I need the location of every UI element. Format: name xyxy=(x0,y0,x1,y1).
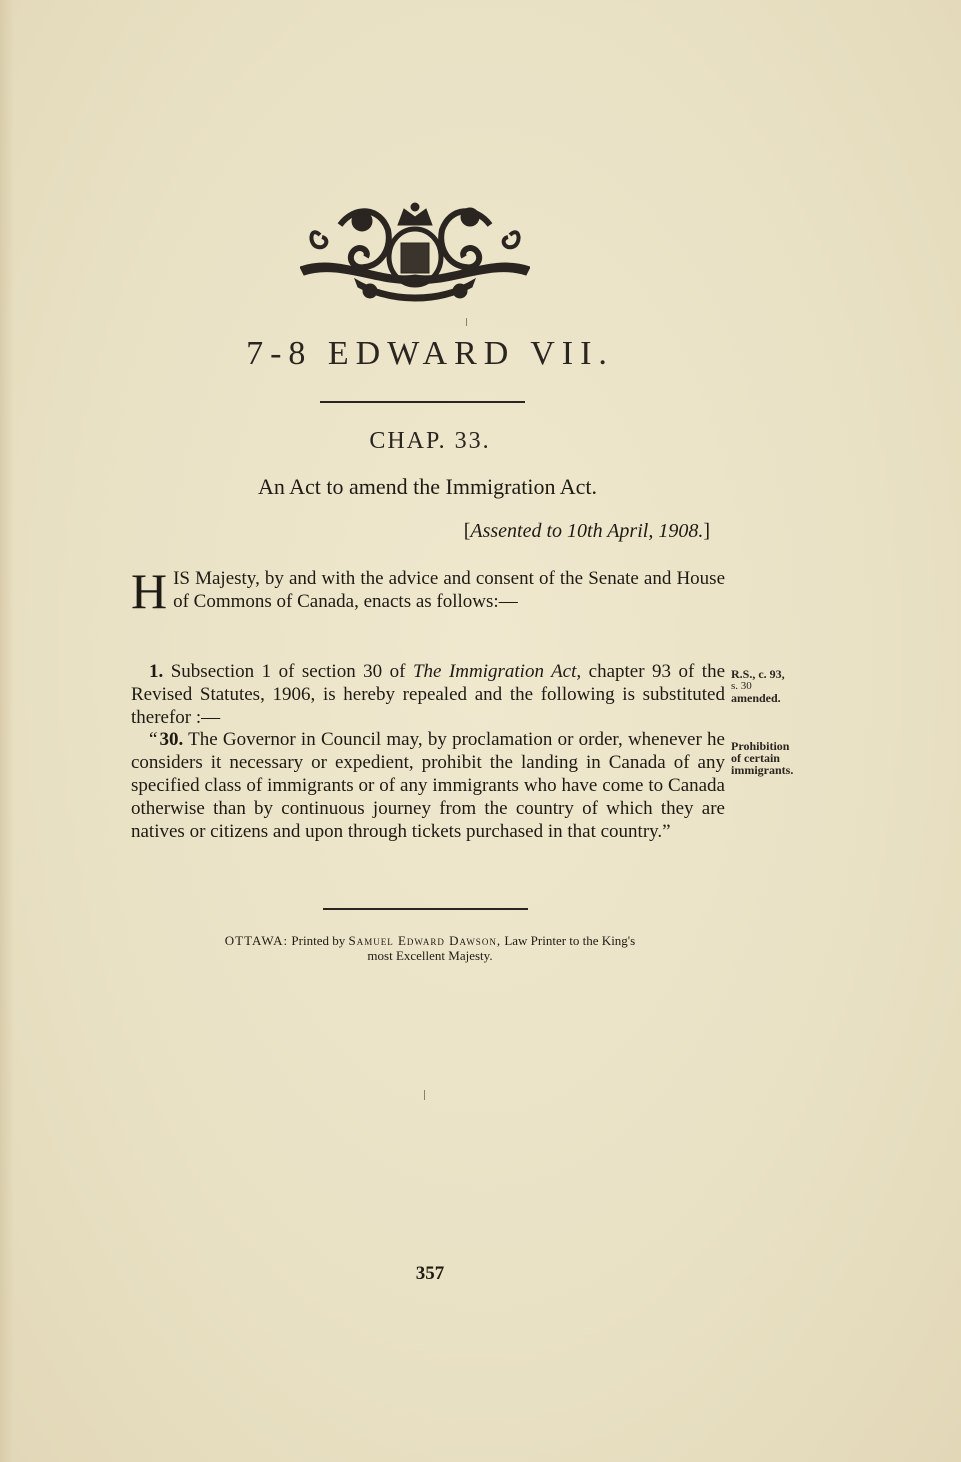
regnal-year-heading: 7-8 EDWARD VII. xyxy=(246,335,614,372)
printer-imprint xyxy=(130,933,730,963)
section-1-text-b: chapter 93 of the Revised Statutes, 1906, is hereby repealed and the following is substituted therefor :— xyxy=(131,661,726,728)
section-1-text-a: Subsection 1 of section 30 of xyxy=(170,661,406,682)
assent-open-bracket: [ xyxy=(463,520,471,542)
imprint-printer-name: Samuel Edward Dawson, xyxy=(348,933,502,948)
section-30-number: 30. xyxy=(159,729,184,750)
act-title: An Act to amend the Immigration Act. xyxy=(257,474,598,499)
margin-note-1-line-1: R.S., c. 93, xyxy=(731,667,785,681)
margin-note-1-line-3: amended. xyxy=(731,691,781,705)
imprint-title-1: Law Printer to the King's xyxy=(504,933,636,948)
imprint-title-2: most Excellent Majesty. xyxy=(367,948,493,963)
section-1 xyxy=(131,660,725,729)
margin-note-1-line-2: s. 30 xyxy=(731,680,752,692)
page-edge-shadow xyxy=(0,0,14,1462)
paper-mark xyxy=(466,318,467,326)
section-30 xyxy=(131,728,725,843)
imprint-printed-by: Printed by xyxy=(291,933,346,948)
margin-note-2-line-2: of certain xyxy=(731,751,780,765)
chapter-heading: CHAP. 33. xyxy=(369,428,491,454)
imprint-place: OTTAWA: xyxy=(224,933,289,948)
section-30-open-quote: “ xyxy=(149,729,158,750)
margin-note-2-line-3: immigrants. xyxy=(731,763,794,777)
section-1-act-name: The Immigration Act, xyxy=(412,661,582,682)
page-number: 357 xyxy=(415,1263,445,1284)
divider-top xyxy=(320,401,525,403)
assent-date xyxy=(380,520,710,543)
section-1-number: 1. xyxy=(149,661,164,682)
enacting-text: IS Majesty, by and with the advice and consent of the Senate and House of Commons of Canada, enacts as follows:— xyxy=(173,568,725,612)
paper-mark xyxy=(424,1090,425,1100)
assent-text: Assented to 10th April, 1908. xyxy=(470,520,704,542)
margin-note-prohibition xyxy=(731,740,841,776)
imprint-line-1 xyxy=(130,933,730,948)
section-30-text: The Governor in Council may, by proclamation or order, whenever he considers it necessary or expedient, prohibit the landing in Canada of any specified class of immigrants or of any immigrants who have come to Canada otherwise than by continuous journey from the country of which they are natives or citizens and upon through tickets purchased in that country.” xyxy=(131,729,725,842)
margin-note-2-line-1: Prohibition xyxy=(731,739,790,753)
margin-note-amended xyxy=(731,668,841,704)
royal-coat-of-arms-icon xyxy=(300,195,530,305)
divider-bottom xyxy=(323,908,528,910)
assent-close-bracket: ] xyxy=(703,520,710,542)
drop-cap: H xyxy=(131,563,168,619)
enacting-clause xyxy=(131,563,725,619)
